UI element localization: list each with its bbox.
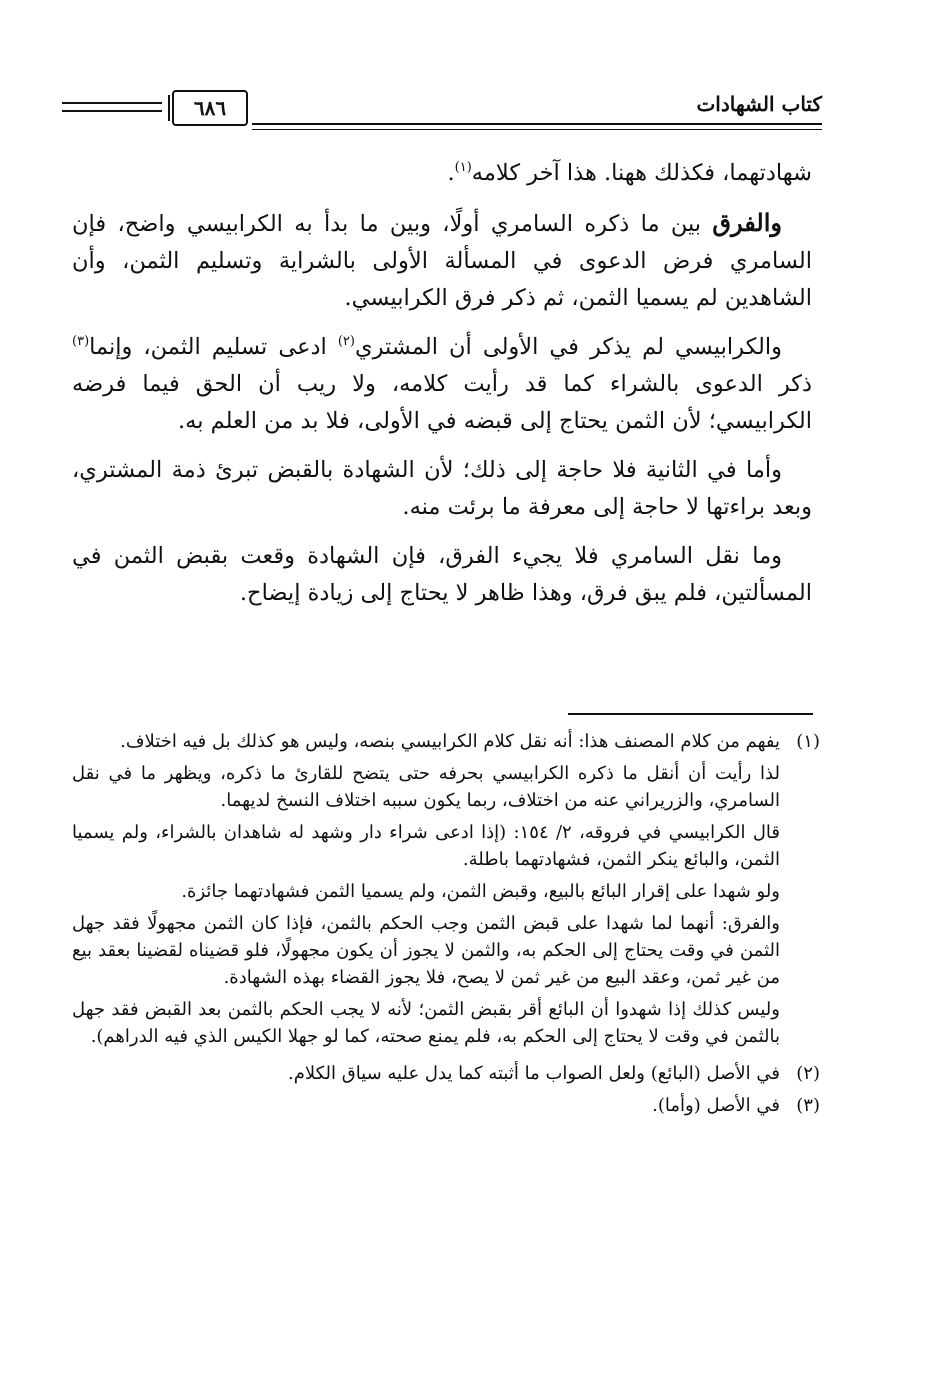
header-ornament-line	[62, 102, 162, 112]
footnote-ref-2[interactable]: (٢)	[337, 334, 355, 349]
paragraph-5: وما نقل السامري فلا يجيء الفرق، فإن الشهادة وقعت بقبض الثمن في المسألتين، فلم يبق فرق، وهذا ظاهر لا يحتاج إلى زيادة إيضاح.	[72, 543, 812, 606]
footnote-paragraph: لذا رأيت أن أنقل ما ذكره الكرابيسي بحرفه حتى يتضح للقارئ ما ذكره، ويظهر ما في نقل السامري، والزريراني عنه من اختلاف، ربما يكون سببه اختلاف النسخ لديهما.	[72, 763, 780, 811]
page-header	[62, 90, 822, 130]
paragraph-2: والفرق بين ما ذكره السامري أولًا، وبين ما بدأ به الكرابيسي واضح، فإن السامري فرض الدعوى في المسألة الأولى بالشراية وتسليم الثمن، وأن الشاهدين لم يسميا الثمن، ثم ذكر فرق الكرابيسي.	[72, 208, 812, 311]
footnote-number: (٢)	[796, 1063, 820, 1084]
header-rule	[252, 123, 822, 130]
paragraph-4: وأما في الثانية فلا حاجة إلى ذلك؛ لأن الشهادة بالقبض تبرئ ذمة المشتري، وبعد براءتها لا حاجة إلى معرفة ما برئت منه.	[72, 457, 812, 520]
footnote-3	[72, 1092, 820, 1119]
footnote-ref-3[interactable]: (٣)	[72, 334, 90, 349]
footnotes	[72, 728, 820, 1124]
footnote-body: في الأصل (البائع) ولعل الصواب ما أثبته كما يدل عليه سياق الكلام.	[287, 1063, 780, 1084]
paragraph-3: والكرابيسي لم يذكر في الأولى أن المشتري$^{(٢)}$ ادعى تسليم الثمن، وإنما$^{(٣)}$ ذكر الدعوى بالشراء كما قد رأيت كلامه، ولا ريب أن الحق فيما فرضه الكرابيسي؛ لأن الثمن يحتاج إلى قبضه في الأولى، فلا بد من العلم به.	[72, 334, 812, 434]
footnote-2	[72, 1060, 820, 1087]
footnote-number: (٣)	[796, 1095, 820, 1116]
footnote-paragraph: قال الكرابيسي في فروقه، ٢/ ١٥٤: (إذا ادعى شراء دار وشهد له شاهدان بالشراء، ولم يسميا الثمن، والبائع ينكر الثمن، فشهادتهما باطلة.	[72, 822, 780, 870]
footnote-paragraph: والفرق: أنهما لما شهدا على قبض الثمن وجب الحكم بالثمن، فإذا كان الثمن مجهولًا فقد جهل الثمن في وقت يحتاج إلى الحكم به، والثمن لا يجوز أن يكون مجهولًا، فلو قضيناه لقضينا بعقد بيع من غير ثمن، وعقد البيع من غير ثمن لا يصح، فلا يجوز القضاء بهذه الشهادة.	[72, 913, 780, 988]
footnote-ref-1[interactable]: (١)	[454, 160, 472, 175]
running-title: كتاب الشهادات	[696, 92, 822, 116]
page-number: ٦٨٦	[172, 90, 248, 126]
footnote-1	[72, 728, 820, 1055]
paragraph-lead-word: والفرق	[712, 208, 782, 237]
footnote-paragraph: يفهم من كلام المصنف هذا: أنه نقل كلام الكرابيسي بنصه، وليس هو كذلك بل فيه اختلاف.	[120, 731, 780, 752]
footnote-body: في الأصل (وأما).	[652, 1095, 780, 1116]
footnote-paragraph: وليس كذلك إذا شهدوا أن البائع أقر بقبض الثمن؛ لأنه لا يجب الحكم بالثمن بعد القبض فقد جهل بالثمن في وقت لا يحتاج إلى الحكم به، فلم يمنع صحته، كما لو جهلا الكيس الذي فيه الدراهم).	[72, 999, 780, 1047]
footnote-number: (١)	[796, 731, 820, 752]
paragraph-1: شهادتهما، فكذلك ههنا. هذا آخر كلامه$^{(١)}$.	[447, 160, 812, 186]
footnote-separator	[568, 713, 813, 715]
footnote-body	[72, 728, 780, 1055]
main-text	[72, 155, 812, 624]
footnote-paragraph: ولو شهدا على إقرار البائع بالبيع، وقبض الثمن، ولم يسميا الثمن فشهادتهما جائزة.	[181, 881, 780, 902]
